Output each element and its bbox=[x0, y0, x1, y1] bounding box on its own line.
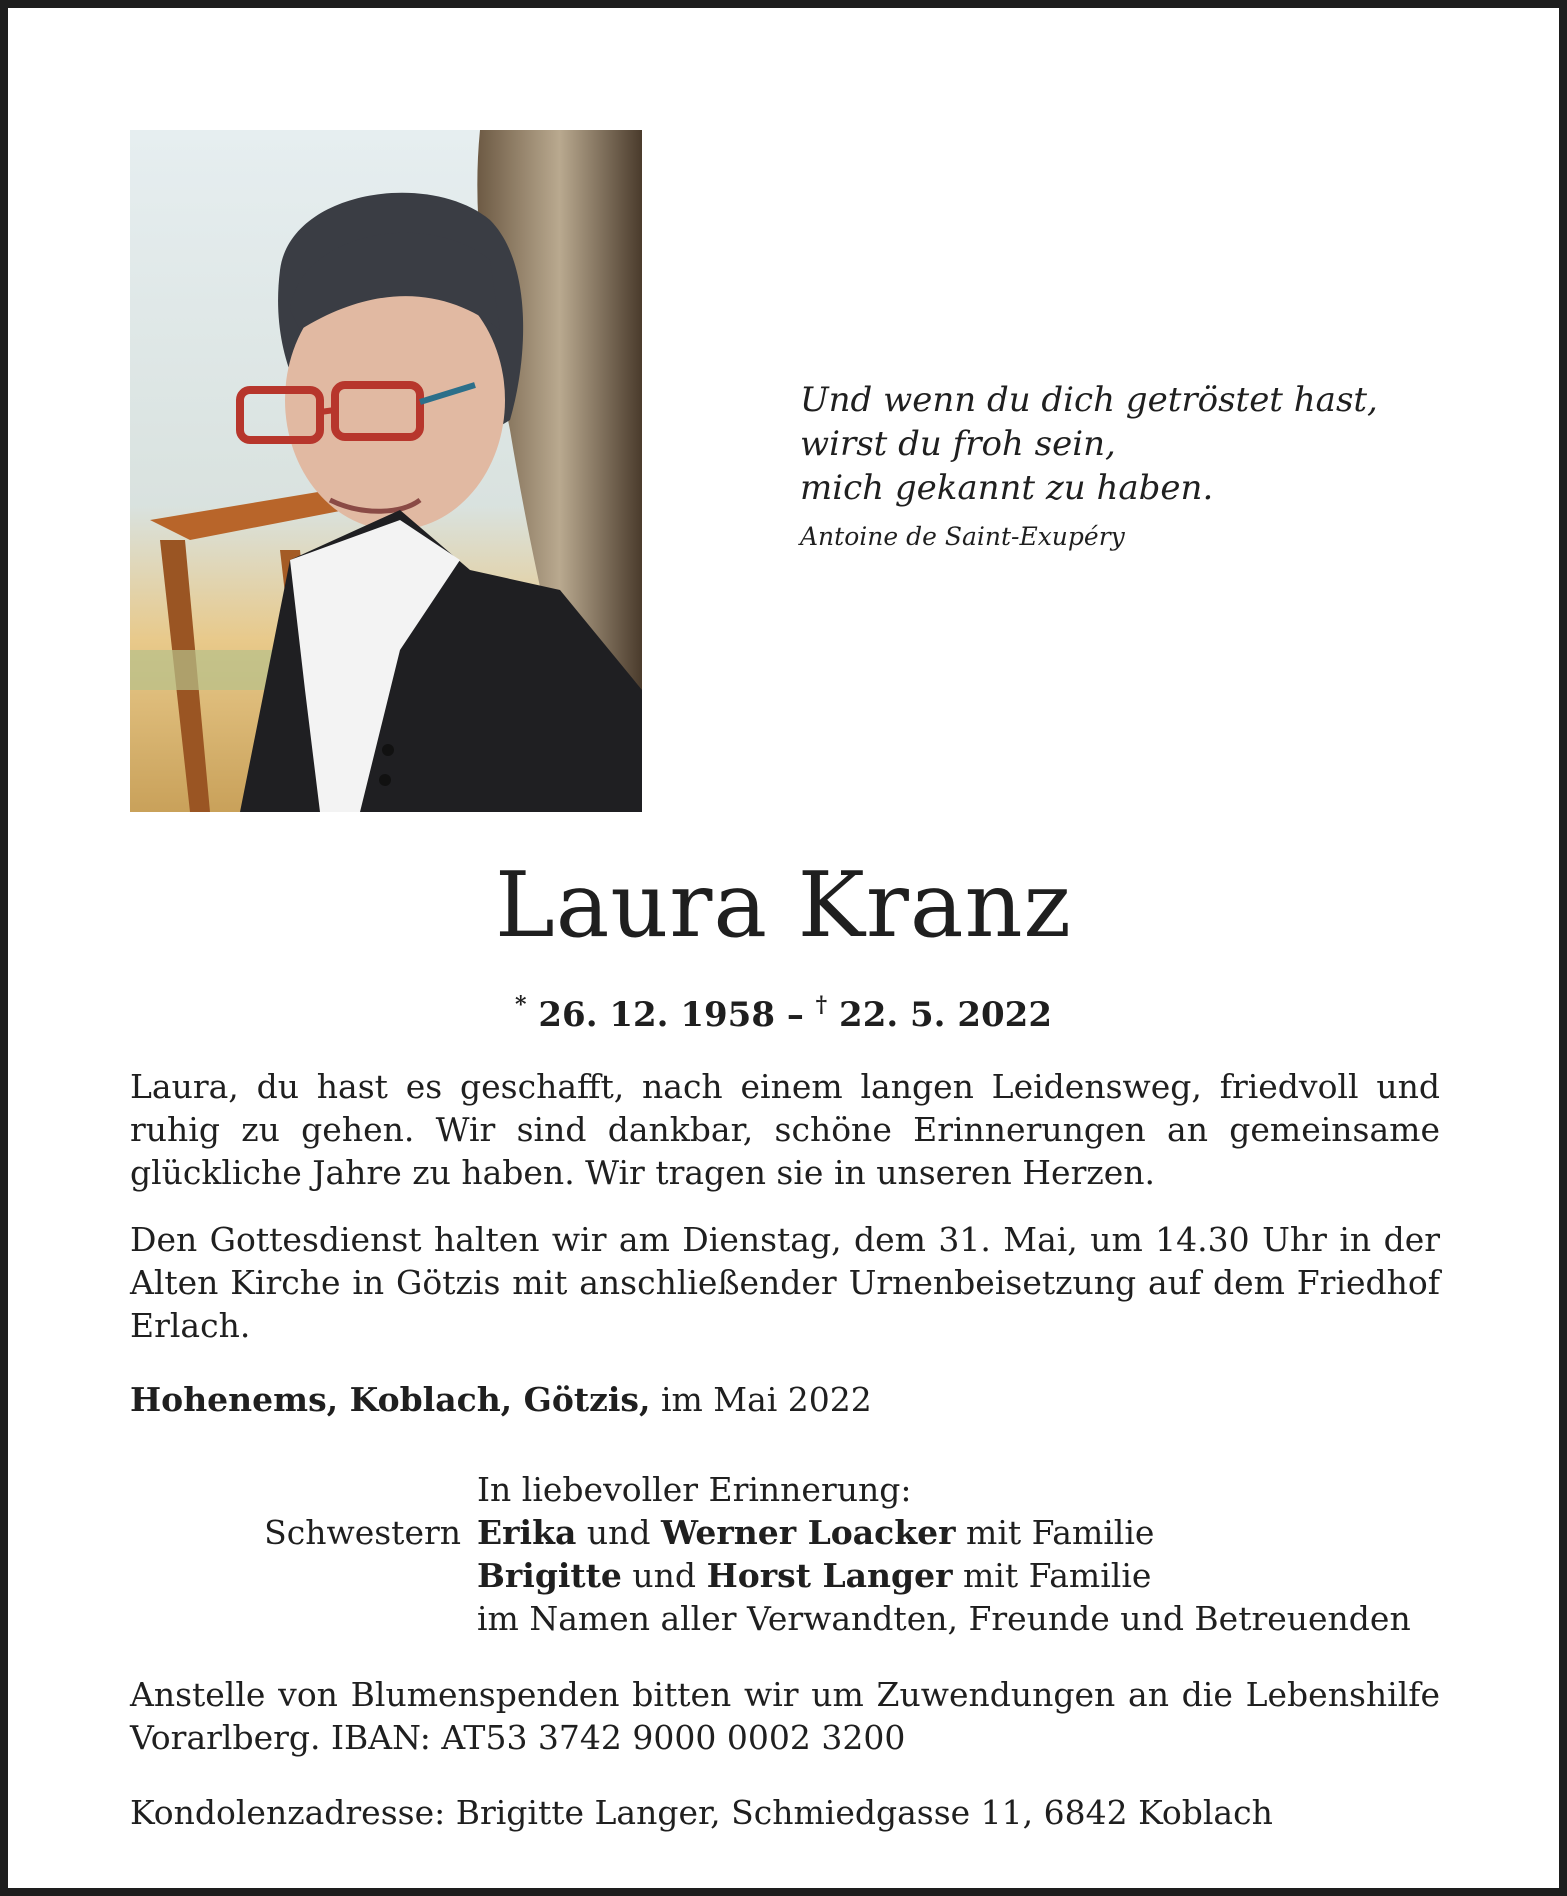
places-date-line bbox=[130, 1378, 872, 1421]
quote-line: mich gekannt zu haben. bbox=[800, 468, 1214, 508]
family-line-2 bbox=[477, 1554, 1151, 1597]
mourner-name: Brigitte bbox=[477, 1556, 622, 1595]
family-suffix: mit Familie bbox=[966, 1513, 1155, 1552]
death-date: 22. 5. 2022 bbox=[839, 995, 1052, 1035]
family-suffix: mit Familie bbox=[962, 1556, 1152, 1595]
deceased-name: Laura Kranz bbox=[495, 853, 1072, 958]
donation-paragraph: Anstelle von Blumenspenden bitten wir um Zuwendungen an die Lebenshilfe Vorarlberg. IBAN: AT53 3742 9000 0002 3200 bbox=[130, 1675, 1440, 1757]
birth-date: 26. 12. 1958 bbox=[538, 995, 775, 1035]
farewell-paragraph: Laura, du hast es geschafft, nach einem langen Leidensweg, friedvoll und ruhig zu gehen. Wir sind dankbar, schöne Erinnerungen an gemeinsame glückliche Jahre zu haben. Wir tragen sie in unseren Herzen. bbox=[130, 1067, 1440, 1192]
conjunction: und bbox=[586, 1513, 651, 1552]
mourner-name: Horst Langer bbox=[706, 1556, 953, 1595]
family-line-1 bbox=[477, 1511, 1154, 1554]
memorial-quote bbox=[800, 378, 1460, 554]
quote-line: wirst du froh sein, bbox=[800, 424, 1116, 464]
life-dates bbox=[8, 983, 1559, 1037]
conjunction: und bbox=[632, 1556, 697, 1595]
service-paragraph: Den Gottesdienst halten wir am Dienstag, dem 31. Mai, um 14.30 Uhr in der Alten Kirche in Götzis mit anschließender Urnenbeisetzung auf dem Friedhof Erlach. bbox=[130, 1220, 1440, 1345]
mourner-name: Erika bbox=[477, 1513, 577, 1552]
quote-author: Antoine de Saint-Exupéry bbox=[800, 522, 1125, 551]
date-separator: – bbox=[786, 995, 804, 1035]
condolence-address: Kondolenzadresse: Brigitte Langer, Schmiedgasse 11, 6842 Koblach bbox=[130, 1793, 1273, 1832]
places: Hohenems, Koblach, Götzis, bbox=[130, 1380, 651, 1419]
relation-label: Schwestern bbox=[264, 1513, 461, 1552]
mourner-name: Werner Loacker bbox=[660, 1513, 956, 1552]
mourners-block bbox=[8, 1468, 1559, 1640]
death-symbol: † bbox=[815, 992, 828, 1018]
portrait-photo bbox=[130, 130, 642, 812]
birth-symbol: * bbox=[515, 992, 527, 1018]
remembrance-intro: In liebevoller Erinnerung: bbox=[477, 1470, 912, 1509]
mourners-closing: im Namen aller Verwandten, Freunde und Betreuenden bbox=[477, 1599, 1411, 1638]
quote-line: Und wenn du dich getröstet hast, bbox=[800, 380, 1378, 420]
month-year: im Mai 2022 bbox=[660, 1380, 872, 1419]
